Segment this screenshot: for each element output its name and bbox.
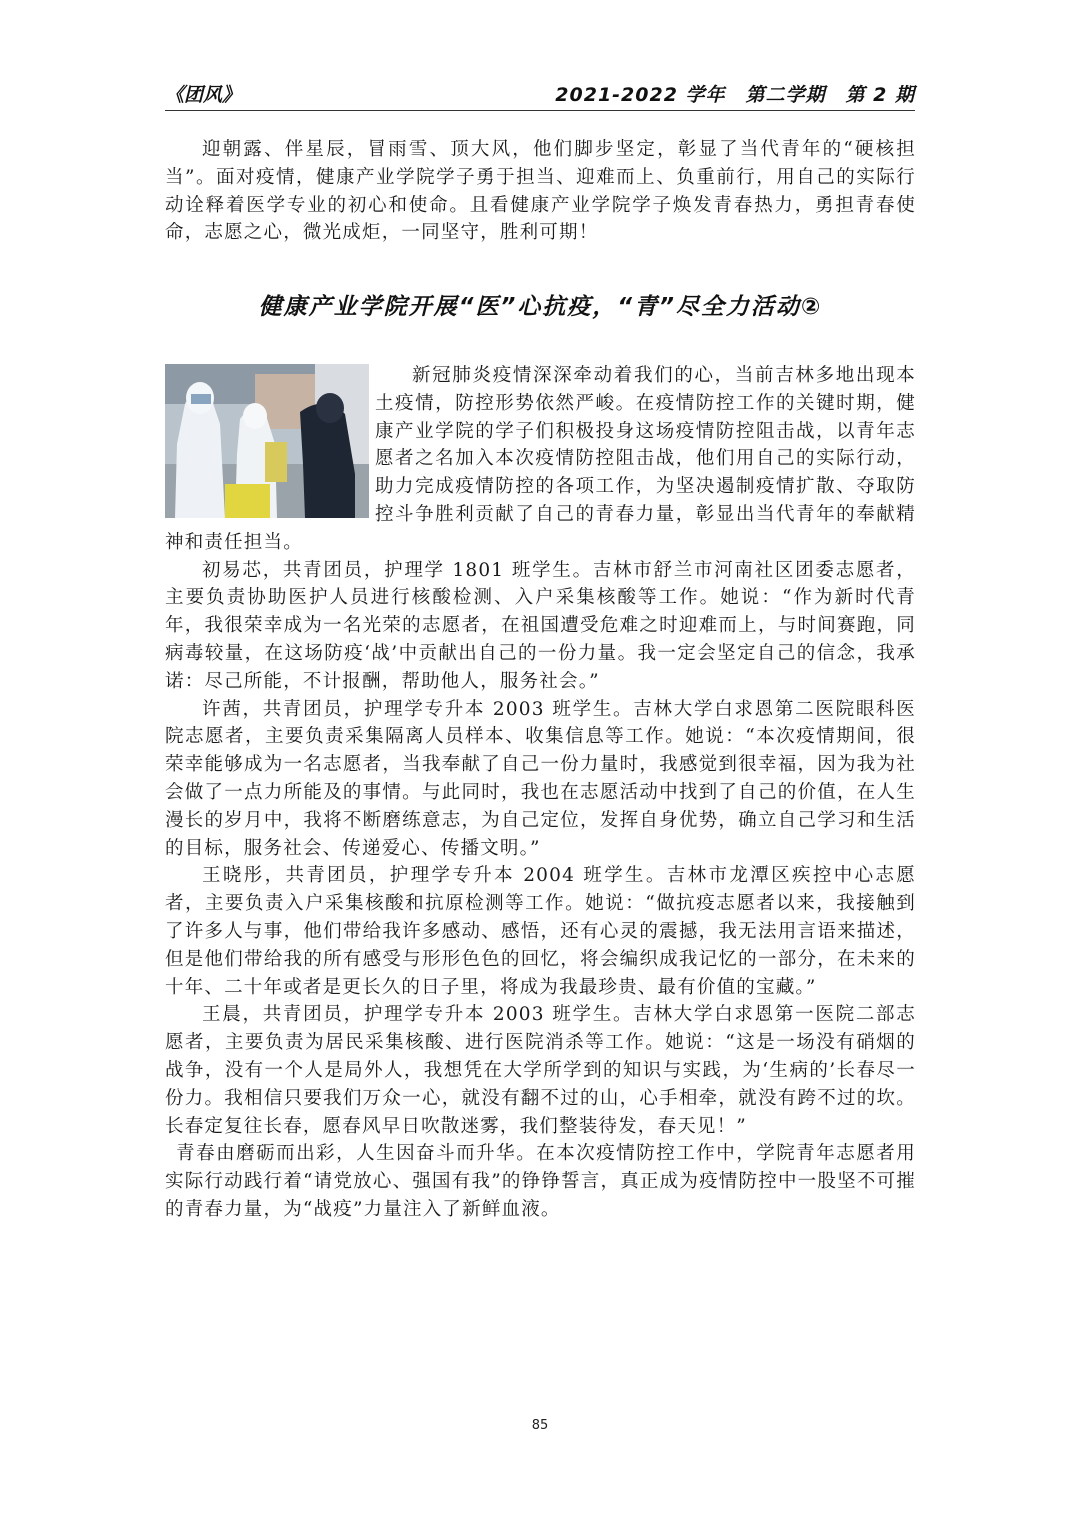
header-divider bbox=[165, 110, 915, 111]
article-paragraph: 王晨，共青团员，护理学专升本 2003 班学生。吉林大学白求恩第一医院二部志愿者，主要负责为居民采集核酸、进行医院消杀等工作。她说：“这是一场没有硝烟的战争，没有一个人是局外人，我想凭在大学所学到的知识与实践，为‘生病的’长春尽一份力。我相信只要我们万众一心，就没有翻不过的山，心手相牵，就没有跨不过的坎。长春定复往长春，愿春风早日吹散迷雾，我们整装待发，春天见！” bbox=[165, 1004, 916, 1137]
intro-section bbox=[165, 136, 916, 247]
article-title: 健康产业学院开展“医”心抗疫，“青”尽全力活动② bbox=[258, 294, 823, 320]
publication-name: 《团风》 bbox=[165, 84, 242, 106]
article-body bbox=[165, 362, 916, 1224]
intro-paragraph: 迎朝露、伴星辰，冒雨雪、顶大风，他们脚步坚定，彰显了当代青年的“硬核担当”。面对疫情，健康产业学院学子勇于担当、迎难而上、负重前行，用自己的实际行动诠释着医学专业的初心和使命。且看健康产业学院学子焕发青春热力，勇担青春使命，志愿之心，微光成炬，一同坚守，胜利可期！ bbox=[165, 139, 916, 244]
article-paragraph: 王晓彤，共青团员，护理学专升本 2004 班学生。吉林市龙潭区疾控中心志愿者，主要负责入户采集核酸和抗原检测等工作。她说：“做抗疫志愿者以来，我接触到了许多人与事，他们带给我许多感动、感悟，还有心灵的震撼，我无法用言语来描述，但是他们带给我的所有感受与形形色色的回忆，将会编织成我记忆的一部分，在未来的十年、二十年或者是更长久的日子里，将成为我最珍贵、最有价值的宝藏。” bbox=[165, 865, 916, 998]
article-paragraph: 初易芯，共青团员，护理学 1801 班学生。吉林市舒兰市河南社区团委志愿者，主要负责协助医护人员进行核酸检测、入户采集核酸等工作。她说：“作为新时代青年，我很荣幸成为一名光荣的志愿者，在祖国遭受危难之时迎难而上，与时间赛跑，同病毒较量，在这场防疫‘战’中贡献出自己的一份力量。我一定会坚定自己的信念，我承诺：尽己所能，不计报酬，帮助他人，服务社会。” bbox=[165, 559, 916, 692]
photo-float-spacer bbox=[165, 362, 375, 524]
article-paragraph: 许茜，共青团员，护理学专升本 2003 班学生。吉林大学白求恩第二医院眼科医院志愿者，主要负责采集隔离人员样本、收集信息等工作。她说：“本次疫情期间，很荣幸能够成为一名志愿者，当我奉献了自己一份力量时，我感觉到很幸福，因为我为社会做了一点力所能及的事情。与此同时，我也在志愿活动中找到了自己的价值，在人生漫长的岁月中，我将不断磨练意志，为自己定位，发挥自身优势，确立自己学习和生活的目标，服务社会、传递爱心、传播文明。” bbox=[165, 698, 916, 859]
article-paragraph: 新冠肺炎疫情深深牵动着我们的心，当前吉林多地出现本土疫情，防控形势依然严峻。在疫情防控工作的关键时期，健康产业学院的学子们积极投身这场疫情防控阻击战，以青年志愿者之名加入本次疫情防控阻击战，他们用自己的实际行动，助力完成疫情防控的各项工作，为坚决遏制疫情扩散、夺取防控斗争胜利贡献了自己的青春力量，彰显出当代青年的奉献精神和责任担当。 bbox=[165, 365, 916, 553]
page-header bbox=[165, 76, 915, 106]
page-number: 85 bbox=[531, 1418, 549, 1433]
issue-info: 2021-2022 学年 第二学期 第 2 期 bbox=[555, 84, 915, 106]
article-conclusion: 青春由磨砺而出彩，人生因奋斗而升华。在本次疫情防控工作中，学院青年志愿者用实际行动践行着“请党放心、强国有我”的铮铮誓言，真正成为疫情防控中一股坚不可摧的青春力量，为“战疫”力量注入了新鲜血液。 bbox=[165, 1143, 916, 1220]
